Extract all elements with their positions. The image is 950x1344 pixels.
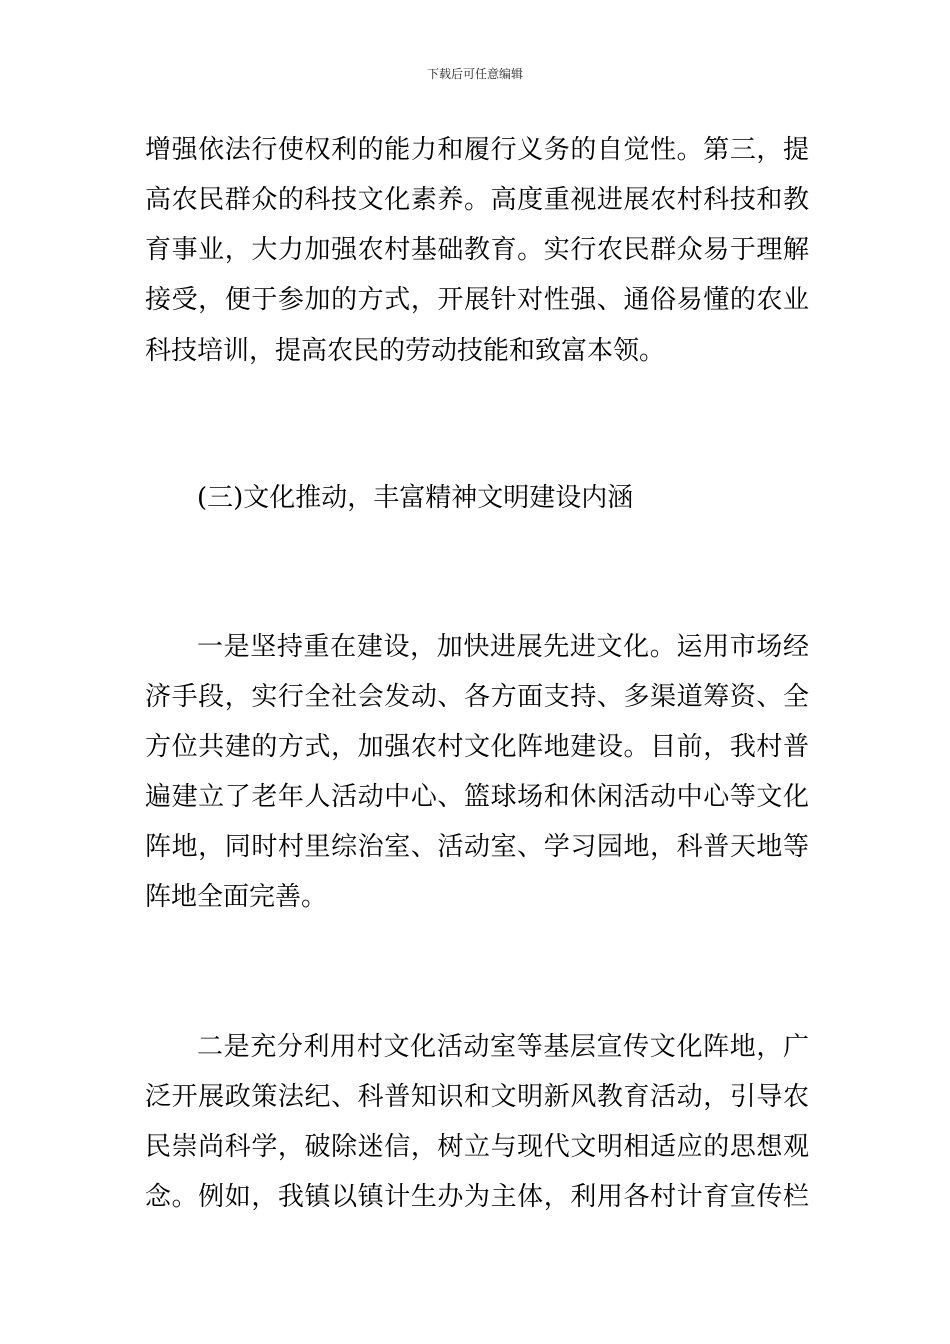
paragraph-2-line: 一是坚持重在建设，加快进展先进文化。运用市场经 [197,632,809,662]
paragraph-3-line: 二是充分利用村文化活动室等基层宣传文化阵地，广 [197,1032,809,1062]
paragraph-2-line: 遍建立了老年人活动中心、篮球场和休闲活动中心等文化 [145,782,809,812]
header-note: 下载后可任意编辑 [426,67,523,81]
paragraph-2-line: 济手段，实行全社会发动、各方面支持、多渠道筹资、全 [145,682,809,712]
paragraph-2-line: 阵地，同时村里综治室、活动室、学习园地，科普天地等 [145,832,809,862]
paragraph-1-line: 接受，便于参加的方式，开展针对性强、通俗易懂的农业 [145,285,809,315]
paragraph-1-line: 增强依法行使权利的能力和履行义务的自觉性。第三，提 [145,135,809,165]
paragraph-3-line: 民崇尚科学，破除迷信，树立与现代文明相适应的思想观 [145,1132,809,1162]
paragraph-2-line: 阵地全面完善。 [145,882,328,912]
paragraph-1-line: 高农民群众的科技文化素养。高度重视进展农村科技和教 [145,185,809,215]
paragraph-3-line: 念。例如，我镇以镇计生办为主体，利用各村计育宣传栏 [145,1182,809,1212]
paragraph-3-line: 泛开展政策法纪、科普知识和文明新风教育活动，引导农 [145,1082,809,1112]
paragraph-2-line: 方位共建的方式，加强农村文化阵地建设。目前，我村普 [145,732,809,762]
paragraph-1-line: 科技培训，提高农民的劳动技能和致富本领。 [145,336,666,366]
paragraph-1-line: 育事业，大力加强农村基础教育。实行农民群众易于理解 [145,235,809,265]
section-heading: (三)文化推动，丰富精神文明建设内涵 [197,483,634,513]
